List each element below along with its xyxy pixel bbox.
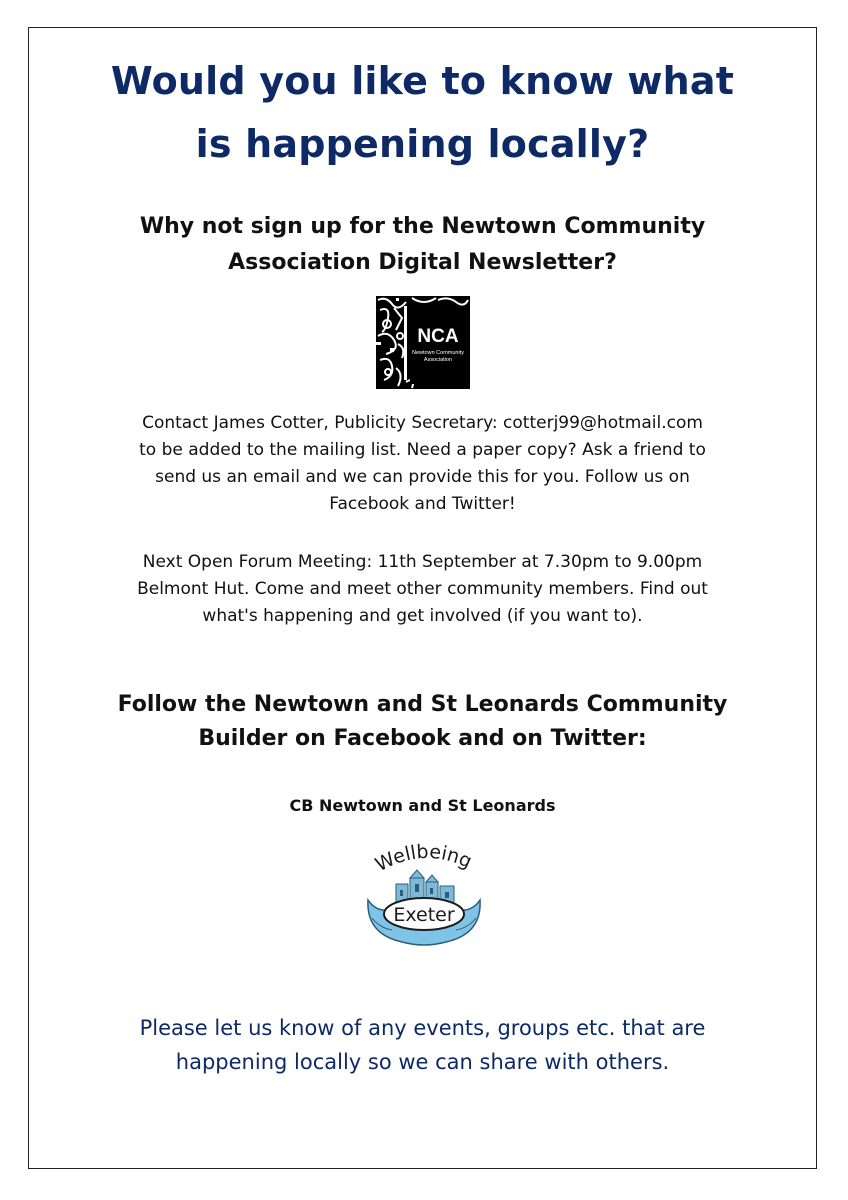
contact-line-2: to be added to the mailing list. Need a paper copy? Ask a friend to (139, 440, 706, 460)
newsletter-heading-line-2: Association Digital Newsletter? (228, 250, 617, 275)
follow-line-2: Builder on Facebook and on Twitter: (198, 726, 647, 751)
nca-logo (376, 296, 470, 389)
wellbeing-word: Wellbeing (371, 840, 476, 877)
closing-line-2: happening locally so we can share with others. (175, 1050, 670, 1074)
exeter-word: Exeter (393, 904, 455, 926)
forum-paragraph (28, 549, 817, 630)
wellbeing-exeter-logo (362, 838, 486, 950)
newsletter-heading-line-1: Why not sign up for the Newtown Community (139, 214, 706, 239)
title-line-1: Would you like to know what (110, 59, 735, 103)
closing-message (28, 1011, 817, 1079)
contact-paragraph (28, 410, 817, 518)
nca-name-line-1: Newtown Community (412, 350, 464, 356)
newsletter-heading (28, 209, 817, 281)
contact-line-1: Contact James Cotter, Publicity Secretary: cotterj99@hotmail.com (142, 413, 703, 433)
forum-line-1: Next Open Forum Meeting: 11th September at 7.30pm to 9.00pm (142, 552, 703, 572)
closing-line-1: Please let us know of any events, groups etc. that are (139, 1016, 706, 1040)
forum-line-3: what's happening and get involved (if you want to). (202, 606, 643, 626)
forum-line-2: Belmont Hut. Come and meet other community members. Find out (137, 579, 708, 599)
community-builder-heading (28, 688, 817, 756)
contact-line-3: send us an email and we can provide this for you. Follow us on (155, 467, 690, 487)
title-line-2: is happening locally? (195, 122, 650, 166)
nca-abbrev: NCA (417, 326, 459, 347)
follow-line-1: Follow the Newtown and St Leonards Community (117, 692, 728, 717)
main-title (28, 50, 817, 176)
nca-name-line-2: Association (423, 357, 453, 363)
community-builder-name: CB Newtown and St Leonards (289, 796, 556, 815)
contact-line-4: Facebook and Twitter! (329, 494, 516, 514)
